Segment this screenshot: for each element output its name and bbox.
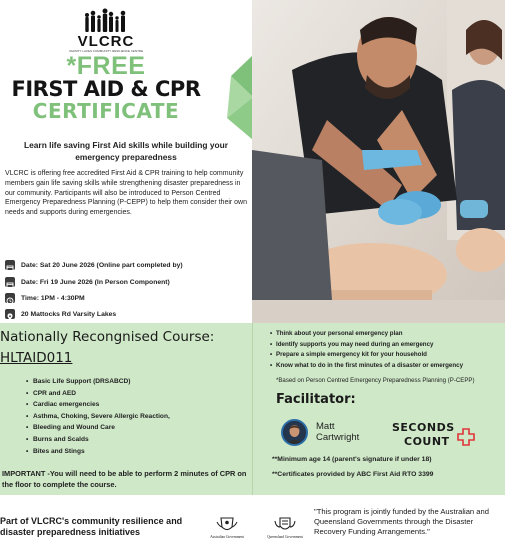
list-item: • CPR and AED — [26, 388, 170, 400]
preparedness-tips-list — [270, 329, 463, 371]
crest-icon — [216, 516, 238, 534]
list-item: • Asthma, Choking, Severe Allergic Reaction, — [26, 411, 170, 423]
list-item: • Cardiac emergencies — [26, 399, 170, 411]
free-label: *FREE — [66, 52, 146, 80]
date-online: Date: Sat 20 June 2026 (Online part completed by) — [21, 261, 183, 269]
list-item: • Prepare a simple emergency kit for your household — [270, 350, 463, 361]
certificate-note: **Certificates provided by ABC First Aid RTO 3399 — [272, 471, 434, 478]
clock-icon — [5, 293, 15, 303]
course-units-list — [26, 376, 170, 457]
calendar-icon — [5, 277, 15, 287]
location-pin-icon — [5, 309, 15, 319]
course-code: HLTAID011 — [0, 350, 73, 366]
list-item: • Think about your personal emergency plan — [270, 329, 463, 340]
date-inperson: Date: Fri 19 June 2026 (In Person Component) — [21, 278, 170, 286]
facilitator-first-name: Matt — [316, 421, 335, 432]
age-note: **Minimum age 14 (parent's signature if under 18) — [272, 456, 432, 463]
list-item: • Identify supports you may need during an emergency — [270, 340, 463, 351]
facilitator-heading: Facilitator: — [276, 392, 356, 407]
cpr-training-photo — [252, 0, 505, 323]
subtitle: Learn life saving First Aid skills while building your emergency preparedness — [24, 140, 228, 162]
list-item: • Burns and Scalds — [26, 434, 170, 446]
important-note: IMPORTANT -You will need to be able to perform 2 minutes of CPR on the floor to complete the course. — [2, 469, 247, 489]
page-title: FIRST AID & CPR — [11, 77, 201, 101]
australian-government-logo — [203, 516, 251, 550]
date-online-row — [5, 259, 183, 271]
facilitator-last-name: Cartwright — [316, 432, 360, 443]
avatar — [281, 419, 308, 446]
tips-note: *Based on Person Centred Emergency Preparedness Planning (P-CEPP) — [276, 377, 475, 384]
footer-initiative-line2: disaster preparedness initiatives — [0, 527, 141, 537]
company-logo-line2: COUNT — [404, 435, 450, 448]
time-text: Time: 1PM - 4:30PM — [21, 294, 85, 302]
community-figures-icon — [83, 8, 129, 32]
page-title-certificate: CERTIFICATE — [32, 99, 180, 123]
location-text: 20 Mattocks Rd Varsity Lakes — [21, 310, 117, 318]
panel-divider — [252, 323, 253, 495]
intro-paragraph: VLCRC is offering free accredited First Aid & CPR training to help community members gain life saving skills while strengthening disaster preparedness in our community. Participants will also be introduced to Person Centred Emergency Preparedness Planning (P-CEPP) to help them consider their own needs and supports during emergencies. — [5, 170, 248, 217]
calendar-icon — [5, 260, 15, 270]
time-row — [5, 292, 85, 304]
gov-qld-label: Queensland Government — [267, 535, 303, 539]
location-row — [5, 308, 116, 320]
list-item: • Basic Life Support (DRSABCD) — [26, 376, 170, 388]
logo-name: VLCRC — [77, 33, 135, 50]
funding-statement: "This program is jointly funded by the Australian and Queensland Governments through the Disaster Recovery Funding Arrangements." — [314, 507, 489, 536]
date-inperson-row — [5, 276, 170, 288]
list-item: • Bleeding and Wound Care — [26, 422, 170, 434]
medical-cross-icon — [456, 427, 476, 447]
decorative-triangles — [215, 55, 253, 140]
list-item: • Know what to do in the first minutes of a disaster or emergency — [270, 361, 463, 372]
list-item: • Bites and Stings — [26, 446, 170, 458]
logo-tagline: VARSITY LAKES COMMUNITY RESILIENCE CENTRE — [68, 49, 144, 53]
gov-au-label: Australian Government — [210, 535, 244, 539]
footer-initiative-line1: Part of VLCRC's community resilience and — [0, 516, 183, 526]
queensland-government-logo — [261, 516, 309, 550]
company-logo-line1: SECONDS — [392, 421, 455, 434]
course-heading: Nationally Recongnised Course: — [0, 329, 215, 345]
crest-icon — [274, 516, 296, 534]
